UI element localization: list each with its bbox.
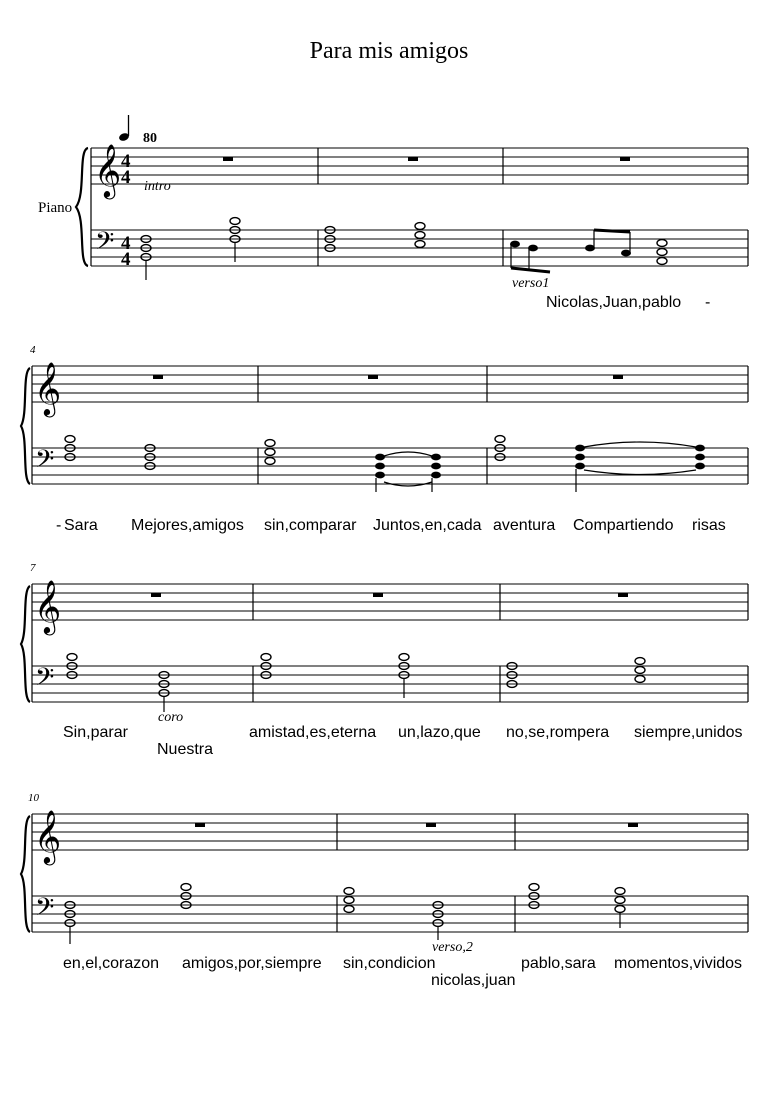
bass-clef-icon: 𝄢 [35, 664, 55, 697]
lyric: amistad,es,eterna [249, 724, 377, 741]
treble-staff [91, 148, 748, 184]
system-3 [21, 562, 748, 758]
piano-brace [21, 586, 30, 702]
measure-number: 7 [30, 562, 36, 574]
lyric: Sin,parar [63, 724, 128, 741]
note-stems [70, 912, 620, 944]
lyric: un,lazo,que [398, 724, 481, 741]
system-4 [21, 792, 748, 989]
whole-rests [223, 157, 630, 161]
lyric: nicolas,juan [431, 972, 516, 989]
lyric: sin,condicion [343, 955, 436, 972]
bass-staff [32, 896, 748, 932]
lyric: momentos,vividos [614, 955, 743, 972]
system-2 [21, 344, 748, 534]
treble-staff [32, 814, 748, 850]
tempo-marking [118, 115, 157, 146]
whole-rests [151, 593, 628, 597]
section-label: verso,2 [432, 940, 473, 955]
piano-brace [76, 148, 88, 266]
lyric: Mejores,amigos [131, 517, 244, 534]
score-title: Para mis amigos [309, 38, 469, 64]
time-signature-top: 4 [121, 151, 131, 172]
time-signature-top: 4 [121, 233, 131, 254]
time-signature-bottom: 4 [121, 167, 131, 188]
lyric: aventura [493, 517, 556, 534]
lyric: Compartiendo [573, 517, 674, 534]
piano-brace [21, 816, 30, 932]
bass-staff [32, 448, 748, 484]
bass-clef-icon: 𝄢 [95, 228, 115, 261]
lyric: Nuestra [157, 741, 214, 758]
lyric: - [705, 294, 711, 311]
instrument-label: Piano [38, 200, 73, 216]
lyric: Sara [64, 517, 98, 534]
treble-staff [32, 584, 748, 620]
treble-staff [32, 366, 748, 402]
section-label: verso1 [512, 276, 550, 291]
bass-clef-icon: 𝄢 [35, 446, 55, 479]
chord-notes [375, 445, 705, 479]
lyric: sin,comparar [264, 517, 357, 534]
whole-rests [195, 823, 638, 827]
system-1 [38, 115, 748, 311]
lyric: siempre,unidos [634, 724, 743, 741]
ties [384, 442, 696, 486]
lyric: risas [692, 517, 726, 534]
measure-number: 10 [28, 792, 39, 804]
measure-number: 4 [30, 344, 36, 356]
section-label: intro [144, 179, 171, 194]
note-stems [376, 469, 576, 492]
treble-clef-icon: 𝄞 [34, 581, 62, 632]
whole-rests [153, 375, 623, 379]
lyric: Juntos,en,cada [373, 517, 482, 534]
section-label: coro [158, 710, 184, 725]
lyric: pablo,sara [521, 955, 596, 972]
treble-clef-icon: 𝄞 [34, 363, 62, 414]
note-stems [164, 678, 404, 712]
tempo-value: 80 [143, 131, 157, 146]
bass-staff [32, 666, 748, 702]
lyric: Nicolas,Juan,pablo [546, 294, 682, 311]
treble-clef-icon: 𝄞 [34, 811, 62, 862]
piano-brace [21, 368, 30, 484]
time-signature-bottom: 4 [121, 249, 131, 270]
treble-clef-icon: 𝄞 [94, 145, 122, 196]
lyric: no,se,rompera [506, 724, 610, 741]
lyric: - [56, 517, 62, 534]
bass-clef-icon: 𝄢 [35, 894, 55, 927]
lyric: amigos,por,siempre [182, 955, 322, 972]
lyric: en,el,corazon [63, 955, 160, 972]
